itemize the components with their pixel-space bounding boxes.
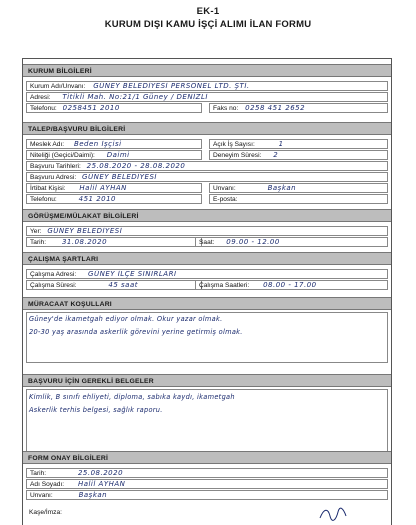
basvuru-adres-label: Başvuru Adresi: (30, 174, 77, 181)
irtibat-value: Halil AYHAN (79, 184, 127, 192)
unvan-row (209, 183, 388, 193)
onay-ad-label: Adı Soyadı: (30, 481, 65, 488)
form-title: KURUM DIŞI KAMU İŞÇİ ALIMI İLAN FORMU (104, 19, 312, 30)
talep-telefon-label: Telefonu: (30, 196, 57, 203)
kurum-adres-value: Titikli Mah. No:21/1 Güney / DENİZLİ (62, 93, 208, 101)
nitelik-value: Daimi (106, 151, 130, 159)
gorusme-tarih-label: Tarih: (30, 239, 47, 246)
nitelik-label: Niteliği (Geçici/Daimi): (30, 152, 95, 159)
kurum-ad-row (26, 81, 388, 91)
section-gorusme-header: GÖRÜŞME/MÜLAKAT BİLGİLERİ (23, 209, 391, 222)
kurum-adres-label: Adresi: (30, 94, 51, 101)
muracaat-line-1: Güney'de ikametgah ediyor olmak. Okur yazar olmak. (29, 315, 223, 323)
kurum-telefon-row (26, 103, 202, 113)
calisma-saat-value: 08.00 - 17.00 (263, 281, 317, 289)
deneyim-label: Deneyim Süresi: (213, 152, 262, 159)
deneyim-row (209, 150, 388, 160)
kurum-telefon-value: 0258451 2010 (62, 104, 120, 112)
gorusme-yer-value: GÜNEY BELEDİYESİ (47, 227, 123, 235)
onay-tarih-label: Tarih: (30, 470, 47, 477)
signature-scribble (318, 506, 348, 522)
form-code: EK-1 (196, 6, 220, 17)
basvuru-adres-row (26, 172, 388, 182)
kurum-ad-label: Kurum Adı/Unvanı: (30, 83, 86, 90)
section-kurum-header: KURUM BİLGİLERİ (23, 64, 391, 77)
section-belgeler-header: BAŞVURU İÇİN GEREKLİ BELGELER (23, 374, 391, 387)
meslek-row (26, 139, 202, 149)
talep-telefon-row (26, 194, 202, 204)
section-onay-header: FORM ONAY BİLGİLERİ (23, 451, 391, 464)
nitelik-row (26, 150, 202, 160)
irtibat-label: İrtibat Kişisi: (30, 185, 66, 192)
kurum-faks-label: Faks no: (213, 105, 239, 112)
basvuru-tarih-row (26, 161, 388, 171)
calisma-adres-value: GÜNEY İLÇE SINIRLARI (88, 270, 177, 278)
calisma-sure-row (26, 280, 202, 290)
kurum-telefon-label: Telefonu: (30, 105, 57, 112)
gorusme-saat-value: 09.00 - 12.00 (226, 238, 280, 246)
irtibat-row (26, 183, 202, 193)
gorusme-tarih-row (26, 237, 202, 247)
calisma-saat-row (195, 280, 388, 290)
basvuru-tarih-label: Başvuru Tarihleri: (30, 163, 81, 170)
gorusme-tarih-value: 31.08.2020 (61, 238, 108, 246)
kurum-faks-row (209, 103, 388, 113)
calisma-adres-row (26, 269, 388, 279)
basvuru-adres-value: GÜNEY BELEDİYESİ (82, 173, 157, 181)
onay-ad-value: Halil AYHAN (77, 480, 126, 488)
belgeler-line-1: Kimlik, B sınıfı ehliyeti, diploma, sabıka kaydı, ikametgah (29, 393, 235, 401)
onay-unvan-row (26, 490, 388, 500)
form-body (22, 58, 392, 525)
calisma-adres-label: Çalışma Adresi: (30, 271, 77, 278)
belgeler-line-2: Askerlik terhis belgesi, sağlık raporu. (29, 406, 163, 414)
gorusme-yer-row (26, 226, 388, 236)
gorusme-saat-label: Saat: (199, 239, 215, 246)
deneyim-value: 2 (273, 151, 279, 159)
eposta-label: E-posta: (213, 196, 238, 203)
section-talep-header: TALEP/BAŞVURU BİLGİLERİ (23, 122, 391, 135)
calisma-sure-value: 45 saat (108, 281, 138, 289)
muracaat-line-2: 20-30 yaş arasında askerlik görevini yerine getirmiş olmak. (29, 328, 243, 336)
section-calisma-header: ÇALIŞMA ŞARTLARI (23, 252, 391, 265)
meslek-value: Beden İşçisi (73, 140, 122, 148)
unvan-label: Unvanı: (213, 185, 236, 192)
unvan-value: Başkan (267, 184, 297, 192)
calisma-saat-label: Çalışma Saatleri: (199, 282, 250, 289)
kurum-ad-value: GÜNEY BELEDİYESİ PERSONEL LTD. ŞTİ. (93, 82, 250, 90)
acik-is-label: Açık İş Sayısı: (213, 141, 255, 148)
gorusme-saat-row (195, 237, 388, 247)
acik-is-value: 1 (278, 140, 284, 148)
onay-unvan-label: Unvanı: (30, 492, 53, 499)
onay-unvan-value: Başkan (78, 491, 108, 499)
onay-ad-row (26, 479, 388, 489)
kurum-adres-row (26, 92, 388, 102)
gorusme-yer-label: Yer: (30, 228, 42, 235)
meslek-label: Meslek Adı: (30, 141, 65, 148)
basvuru-tarih-value: 25.08.2020 - 28.08.2020 (86, 162, 186, 170)
calisma-sure-label: Çalışma Süresi: (30, 282, 77, 289)
acik-is-row (209, 139, 388, 149)
kurum-faks-value: 0258 451 2652 (245, 104, 306, 112)
onay-kase-label: Kaşe/İmza: (29, 509, 62, 516)
eposta-row (209, 194, 388, 204)
onay-tarih-value: 25.08.2020 (77, 469, 124, 477)
onay-tarih-row (26, 468, 388, 478)
section-muracaat-header: MÜRACAAT KOŞULLARI (23, 297, 391, 310)
talep-telefon-value: 451 2010 (78, 195, 117, 203)
